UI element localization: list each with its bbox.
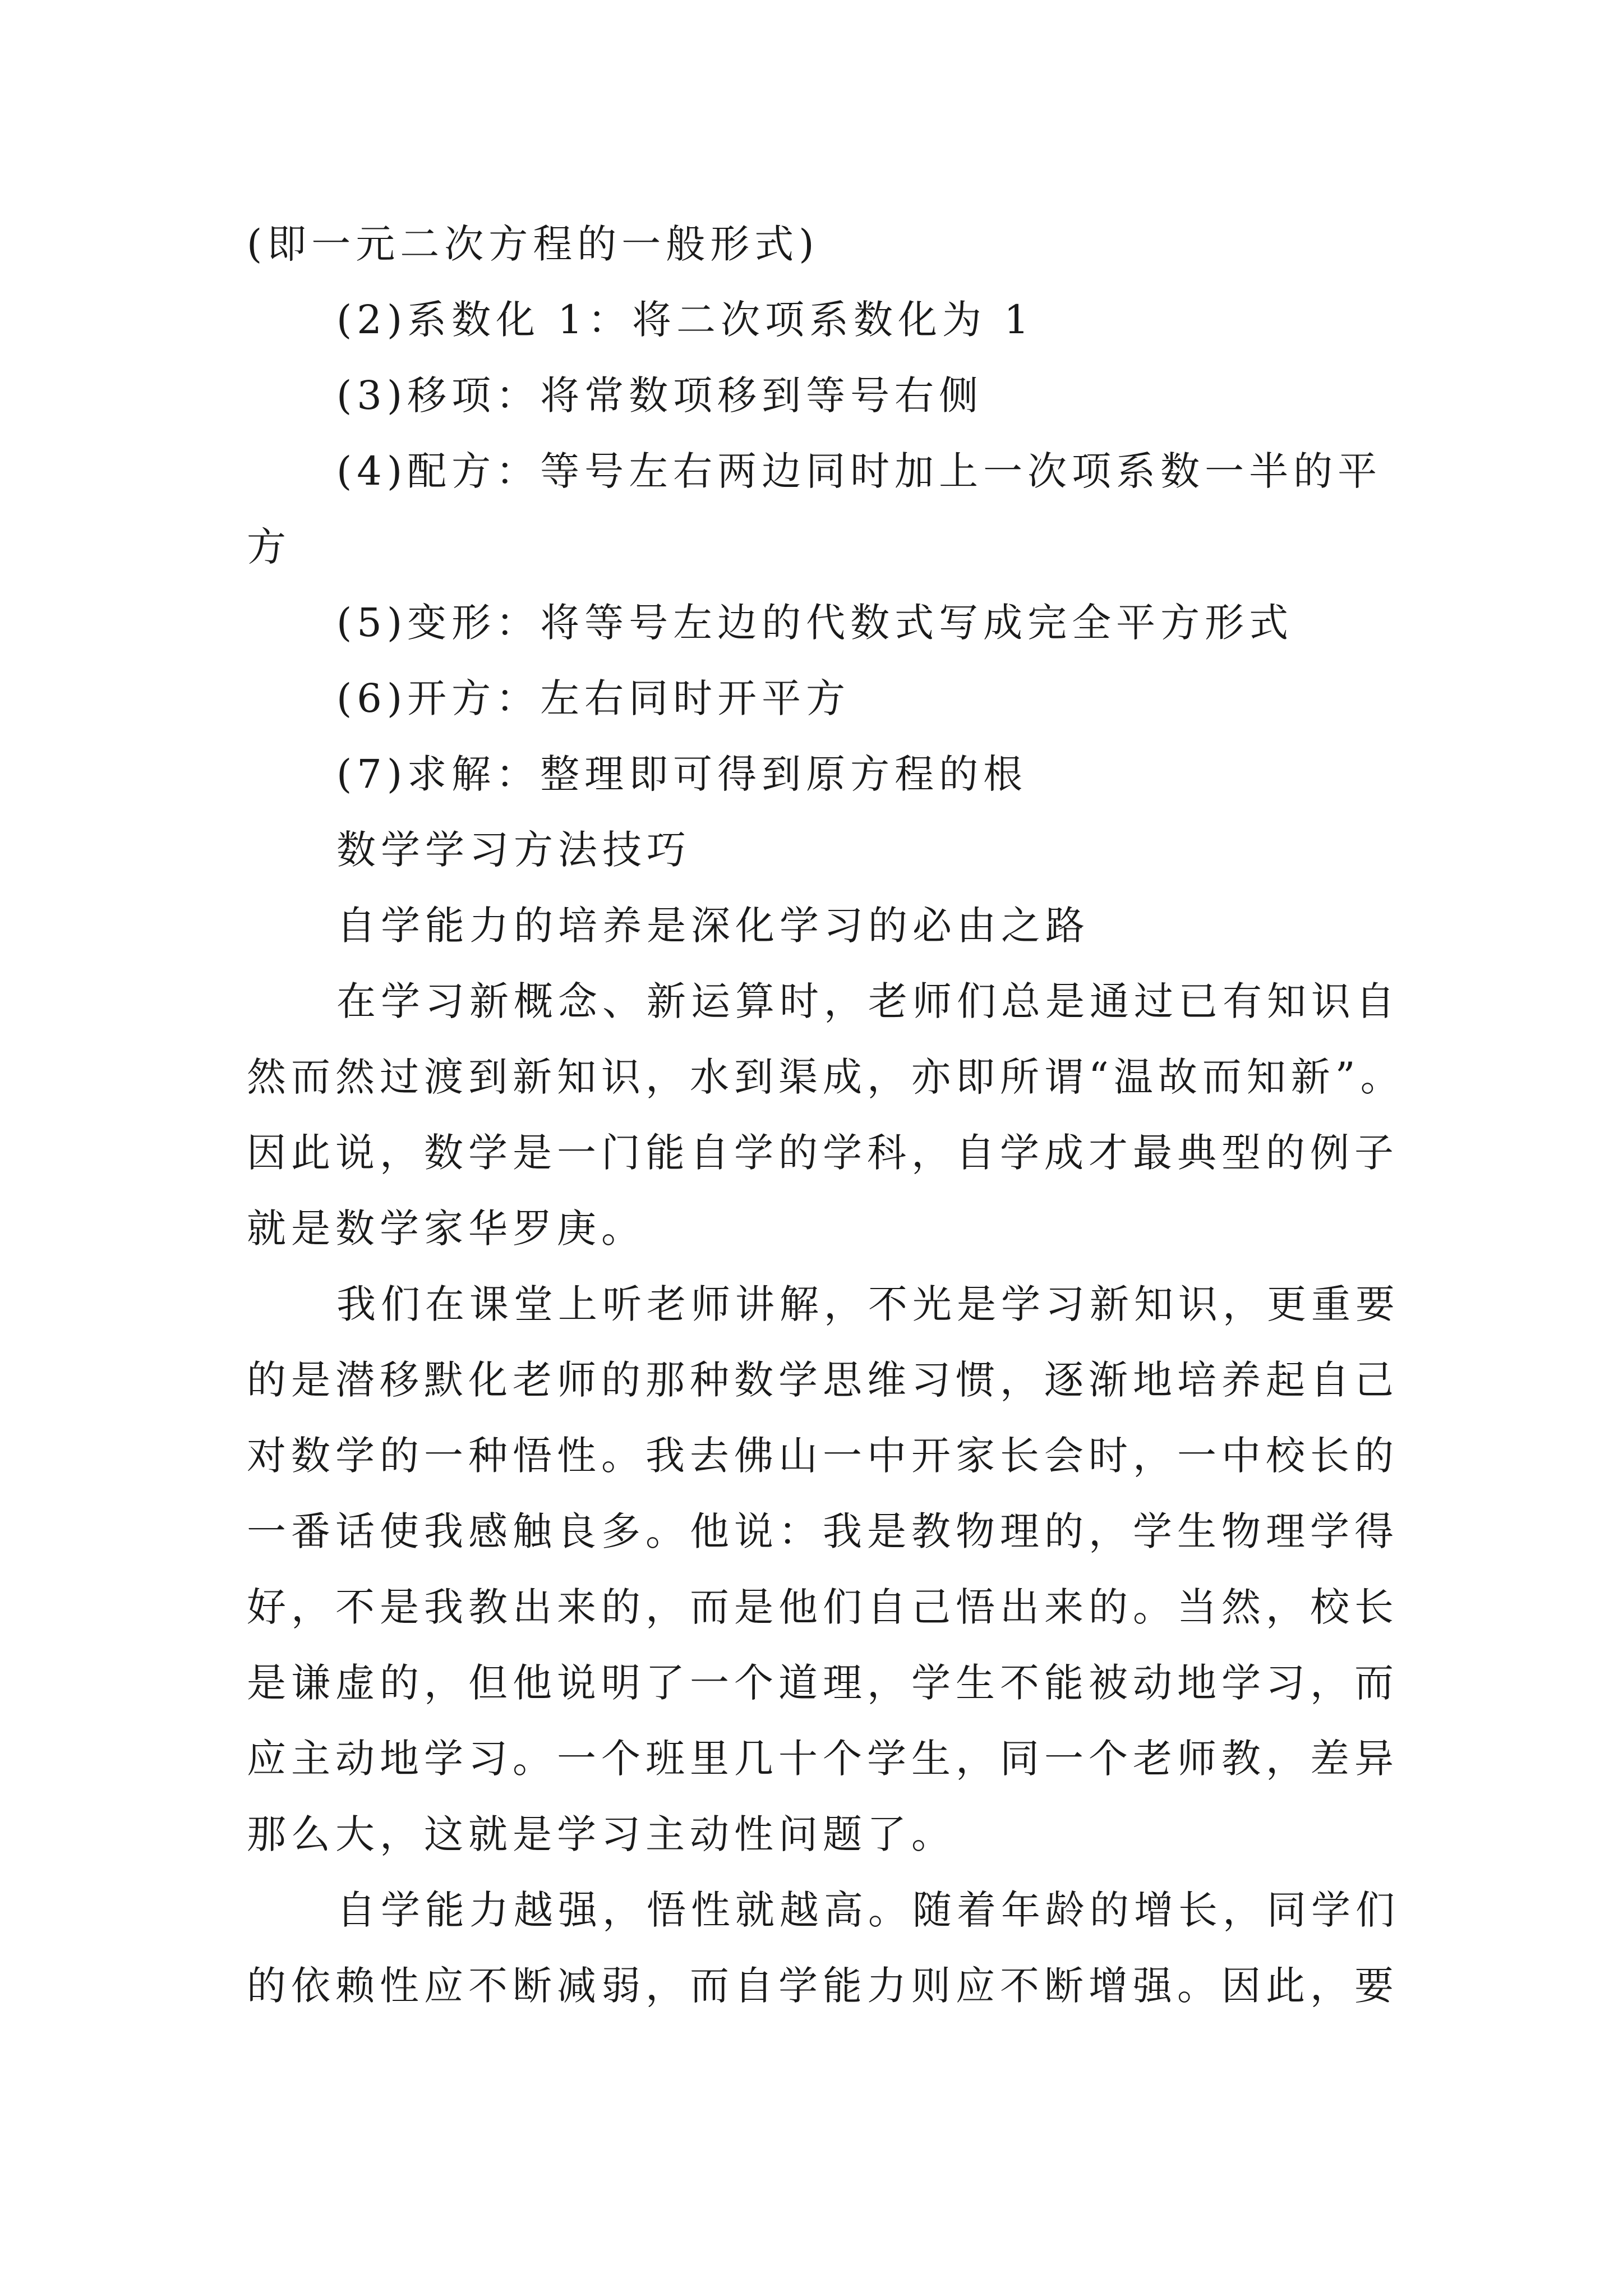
- text-line: 的依赖性应不断减弱，而自学能力则应不断增强。因此，要: [247, 1963, 1399, 2009]
- text-line: 方: [247, 524, 291, 570]
- text-line: (7)求解：整理即可得到原方程的根: [336, 751, 1028, 797]
- text-line: 因此说，数学是一门能自学的学科，自学成才最典型的例子: [247, 1130, 1399, 1176]
- text-line: 对数学的一种悟性。我去佛山一中开家长会时，一中校长的: [247, 1433, 1399, 1479]
- text-line: (即一元二次方程的一般形式): [247, 221, 819, 267]
- text-line: (4)配方：等号左右两边同时加上一次项系数一半的平: [336, 448, 1382, 494]
- text-line: (2)系数化 1：将二次项系数化为 1: [336, 297, 1034, 343]
- text-line: 一番话使我感触良多。他说：我是教物理的，学生物理学得: [247, 1508, 1399, 1554]
- text-line: (3)移项：将常数项移到等号右侧: [336, 372, 984, 418]
- text-line: (6)开方：左右同时开平方: [336, 675, 851, 721]
- text-line: 然而然过渡到新知识，水到渠成，亦即所谓“温故而知新”。: [247, 1054, 1405, 1100]
- text-line: 应主动地学习。一个班里几十个学生，同一个老师教，差异: [247, 1736, 1399, 1782]
- text-line: 就是数学家华罗庚。: [247, 1205, 645, 1251]
- section-heading: 数学学习方法技巧: [336, 827, 691, 873]
- text-line: 的是潜移默化老师的那种数学思维习惯，逐渐地培养起自己: [247, 1357, 1399, 1403]
- text-line: 在学习新概念、新运算时，老师们总是通过已有知识自: [336, 978, 1400, 1024]
- text-line: (5)变形：将等号左边的代数式写成完全平方形式: [336, 600, 1294, 646]
- text-line: 好，不是我教出来的，而是他们自己悟出来的。当然，校长: [247, 1584, 1399, 1630]
- text-line: 那么大，这就是学习主动性问题了。: [247, 1811, 956, 1857]
- text-line: 自学能力越强，悟性就越高。随着年龄的增长，同学们: [336, 1887, 1400, 1933]
- text-line: 是谦虚的，但他说明了一个道理，学生不能被动地学习，而: [247, 1660, 1399, 1706]
- subheading: 自学能力的培养是深化学习的必由之路: [336, 903, 1090, 949]
- text-line: 我们在课堂上听老师讲解，不光是学习新知识，更重要: [336, 1281, 1400, 1327]
